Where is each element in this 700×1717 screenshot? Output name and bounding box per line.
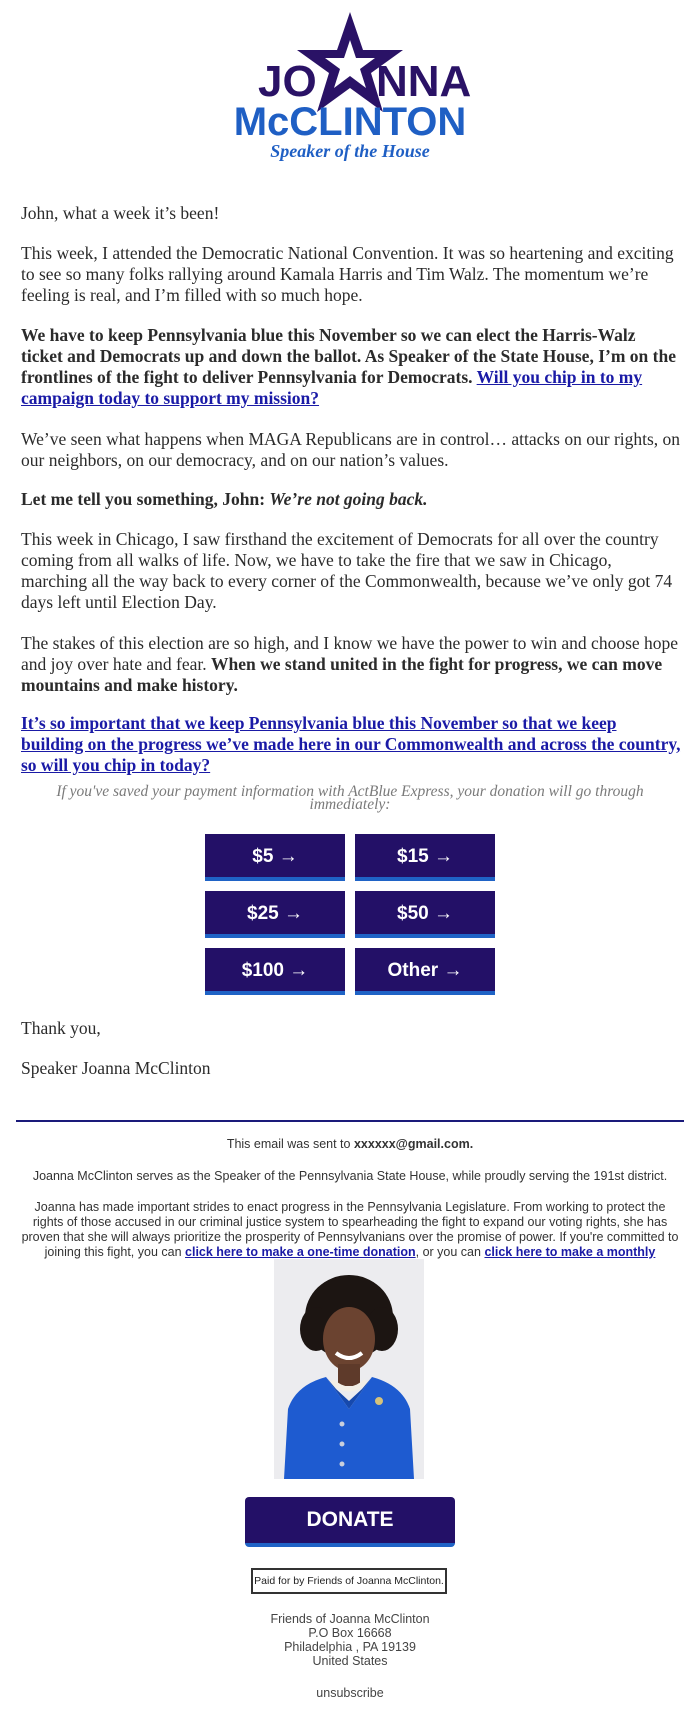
logo-first-name: JO bbox=[258, 57, 317, 106]
donate-other-button[interactable]: Other → bbox=[355, 948, 495, 995]
paragraph-chip-in-today bbox=[21, 713, 681, 776]
signature: Speaker Joanna McClinton bbox=[21, 1058, 211, 1078]
monthly-donation-link[interactable]: click here to make a monthly bbox=[484, 1245, 656, 1259]
paragraph-not-going-back: Let me tell you something, John: We’re not going back. bbox=[21, 489, 428, 509]
paragraph-keep-blue: We have to keep Pennsylvania blue this November so we can elect the Harris-Walz ticket and Democrats up and down the ballot. As Speaker of the State House, I’m on the frontlines of the fight to deliver Pennsylvania for Democrats. Will you chip in to my campaign today to support my mission? bbox=[21, 325, 676, 408]
paragraph-maga: We’ve seen what happens when MAGA Republicans are in control… attacks on our rights, on our neighbors, on our democracy, and on our nation’s values. bbox=[21, 429, 681, 470]
chip-in-today-link[interactable]: It’s so important that we keep Pennsylvania blue this November so that we keep building on the progress we’ve made here in our Commonwealth and across the country, so will you chip in today? bbox=[21, 713, 681, 775]
closing-thanks: Thank you, bbox=[21, 1018, 101, 1038]
donate-15-button[interactable]: $15 → bbox=[355, 834, 495, 881]
recipient-email: xxxxxx@gmail.com. bbox=[353, 1137, 474, 1151]
one-time-donation-link[interactable]: click here to make a one-time donation bbox=[185, 1245, 416, 1259]
donate-25-button[interactable]: $25 → bbox=[205, 891, 345, 938]
paragraph-stakes: The stakes of this election are so high, and I know we have the power to win and choose hope and joy over hate and fear. When we stand united in the fight for progress, we can move mountains and make history. bbox=[21, 633, 679, 695]
footer-divider bbox=[16, 1120, 684, 1122]
paragraph-chicago: This week in Chicago, I saw firsthand the excitement of Democrats for all over the country coming from all walks of life. Now, we have to take the fire that we saw in Chicago, marching all the way back to every corner of the Commonwealth, because we’ve only got 74 days left until Election Day. bbox=[21, 529, 673, 612]
campaign-logo bbox=[0, 8, 700, 168]
serves-line: Joanna McClinton serves as the Speaker of the Pennsylvania State House, while proudly serving the 191st district. bbox=[32, 1169, 668, 1183]
paid-for-disclaimer: Paid for by Friends of Joanna McClinton. bbox=[251, 1568, 447, 1594]
mailing-address: Friends of Joanna McClinton P.O Box 16668 Philadelphia , PA 19139 United States bbox=[270, 1612, 430, 1668]
actblue-note: If you've saved your payment information with ActBlue Express, your donation will go through immediately: bbox=[56, 783, 644, 813]
logo-graphic bbox=[200, 8, 500, 168]
donate-50-button[interactable]: $50 → bbox=[355, 891, 495, 938]
chip-in-link[interactable]: Will you chip in to my campaign today to support my mission? bbox=[21, 367, 643, 408]
sent-to-line: This email was sent to xxxxxx@gmail.com. bbox=[226, 1137, 474, 1151]
paragraph-convention: This week, I attended the Democratic National Convention. It was so heartening and exciting to see so many folks rallying around Kamala Harris and Tim Walz. The momentum we’re feeling is real, and I’m filled with so much hope. bbox=[21, 243, 674, 305]
donate-button[interactable]: DONATE bbox=[245, 1497, 455, 1547]
svg-text:NNA: NNA bbox=[376, 57, 472, 106]
greeting: John, what a week it’s been! bbox=[21, 203, 220, 223]
progress-paragraph: Joanna has made important strides to enact progress in the Pennsylvania Legislature. From working to protect the rights of those accused in our criminal justice system to spearheading the fight to expand our voting rights, she has proven that she will always prioritize the prosperity of Pennsylvanians over the promise of power. If you're committed to joining this fight, you can click here to make a one-time donation, or you can click here to make a monthly bbox=[20, 1200, 680, 1275]
donate-5-button[interactable]: $5 → bbox=[205, 834, 345, 881]
logo-subtitle: Speaker of the House bbox=[270, 141, 430, 161]
logo-last-name: McCLINTON bbox=[233, 100, 467, 144]
candidate-photo bbox=[274, 1259, 424, 1479]
unsubscribe-link[interactable]: unsubscribe bbox=[316, 1686, 384, 1700]
donate-100-button[interactable]: $100 → bbox=[205, 948, 345, 995]
